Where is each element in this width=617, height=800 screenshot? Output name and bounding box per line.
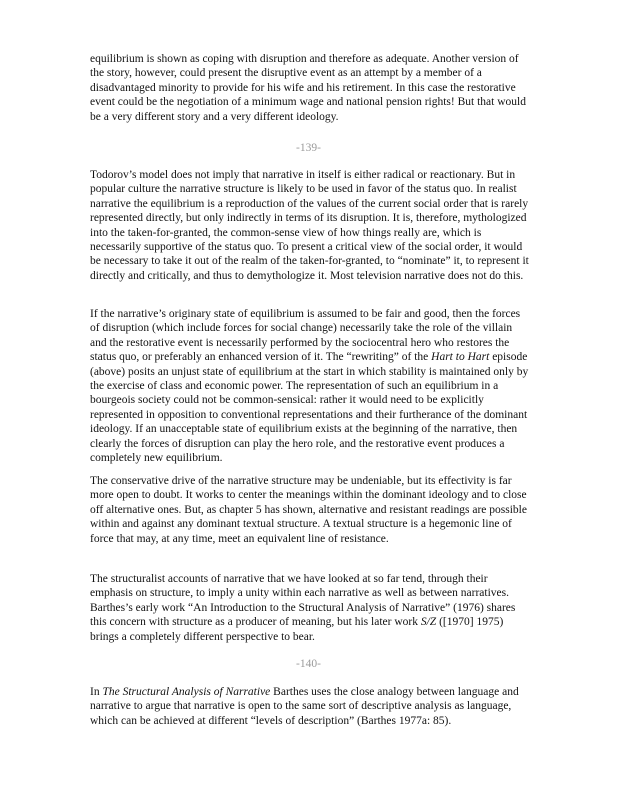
paragraph-structural-analysis (90, 685, 530, 728)
paragraph-text: In (90, 686, 103, 698)
page-number-140: -140- (296, 658, 321, 670)
paragraph-text: Barthes uses the close analogy between language and narrative to argue that narrative is open to the same sort of descriptive analysis as language, which can be achieved at different “levels of description” (Barthes 1977a: 85). (90, 686, 519, 727)
italic-title-hart-to-hart: Hart to Hart (431, 351, 490, 364)
paragraph-originary-equilibrium (90, 307, 530, 465)
paragraph-text: ([1970] 1975) brings a completely different perspective to bear. (90, 616, 504, 643)
paragraph-conservative-drive: The conservative drive of the narrative structure may be undeniable, but its effectivity is far more open to doubt. It works to center the meanings within the dominant ideology and to close off alternative ones. But, as chapter 5 has shown, alternative and resistant readings are possible within and against any dominant textual structure. A textual structure is a hegemonic line of force that may, at any time, meet an equivalent line of resistance. (90, 475, 527, 545)
paragraph-todorov-model: Todorov’s model does not imply that narrative in itself is either radical or reactionary. But in popular culture the narrative structure is likely to be used in favor of the status quo. In realist narrative the equilibrium is a reproduction of the values of the current social order that is rarely represented directly, but only indirectly in terms of its disruption. It is, therefore, mythologized into the taken-for-granted, the common-sense view of how things really are, which is necessarily supportive of the status quo. To present a critical view of the social order, it would be necessary to take it out of the realm of the taken-for-granted, to “nominate” it, to represent it directly and critically, and thus to demythologize it. Most television narrative does not do this. (90, 169, 529, 282)
paragraph-structuralist-accounts (90, 572, 530, 644)
paragraph-text: episode (above) posits an unjust state of equilibrium at the start in which stability is maintained only by the exercise of class and economic power. The representation of such an equilibrium in a bourgeois society could not be common-sensical: rather it would need to be explicitly represented in opposition to conventional representations and their furtherance of the dominant ideology. If an unacceptable state of equilibrium exists at the beginning of the narrative, then clearly the forces of disruption can play the hero role, and the restorative event produces a completely new equilibrium. (90, 351, 529, 465)
paragraph-text: If the narrative’s originary state of equilibrium is assumed to be fair and good, then the forces of disruption (which include forces for social change) necessarily take the role of the villain and the restorative event is necessarily performed by the sociocentral hero who restores the status quo, or preferably an enhanced version of it. The “rewriting” of the (90, 308, 521, 364)
italic-title-sz: S/Z (420, 616, 437, 629)
paragraph-text: The structuralist accounts of narrative that we have looked at so far tend, through their emphasis on structure, to imply a unity within each narrative as well as between narratives. Barthes’s early work “An Introduction to the Structural Analysis of Narrative” (1976) shares this concern with structure as a producer of meaning, but his later work (90, 573, 516, 629)
page-number-139: -139- (296, 142, 321, 154)
paragraph-equilibrium-ending: equilibrium is shown as coping with disruption and therefore as adequate. Another version of the story, however, could present the disruptive event as an attempt by a member of a disadvantaged minority to provide for his wife and his retirement. In this case the restorative event could be the negotiation of a minimum wage and national pension rights! But that would be a very different story and a very different ideology. (90, 53, 526, 123)
italic-title-structural-analysis: The Structural Analysis of Narrative (102, 686, 271, 698)
